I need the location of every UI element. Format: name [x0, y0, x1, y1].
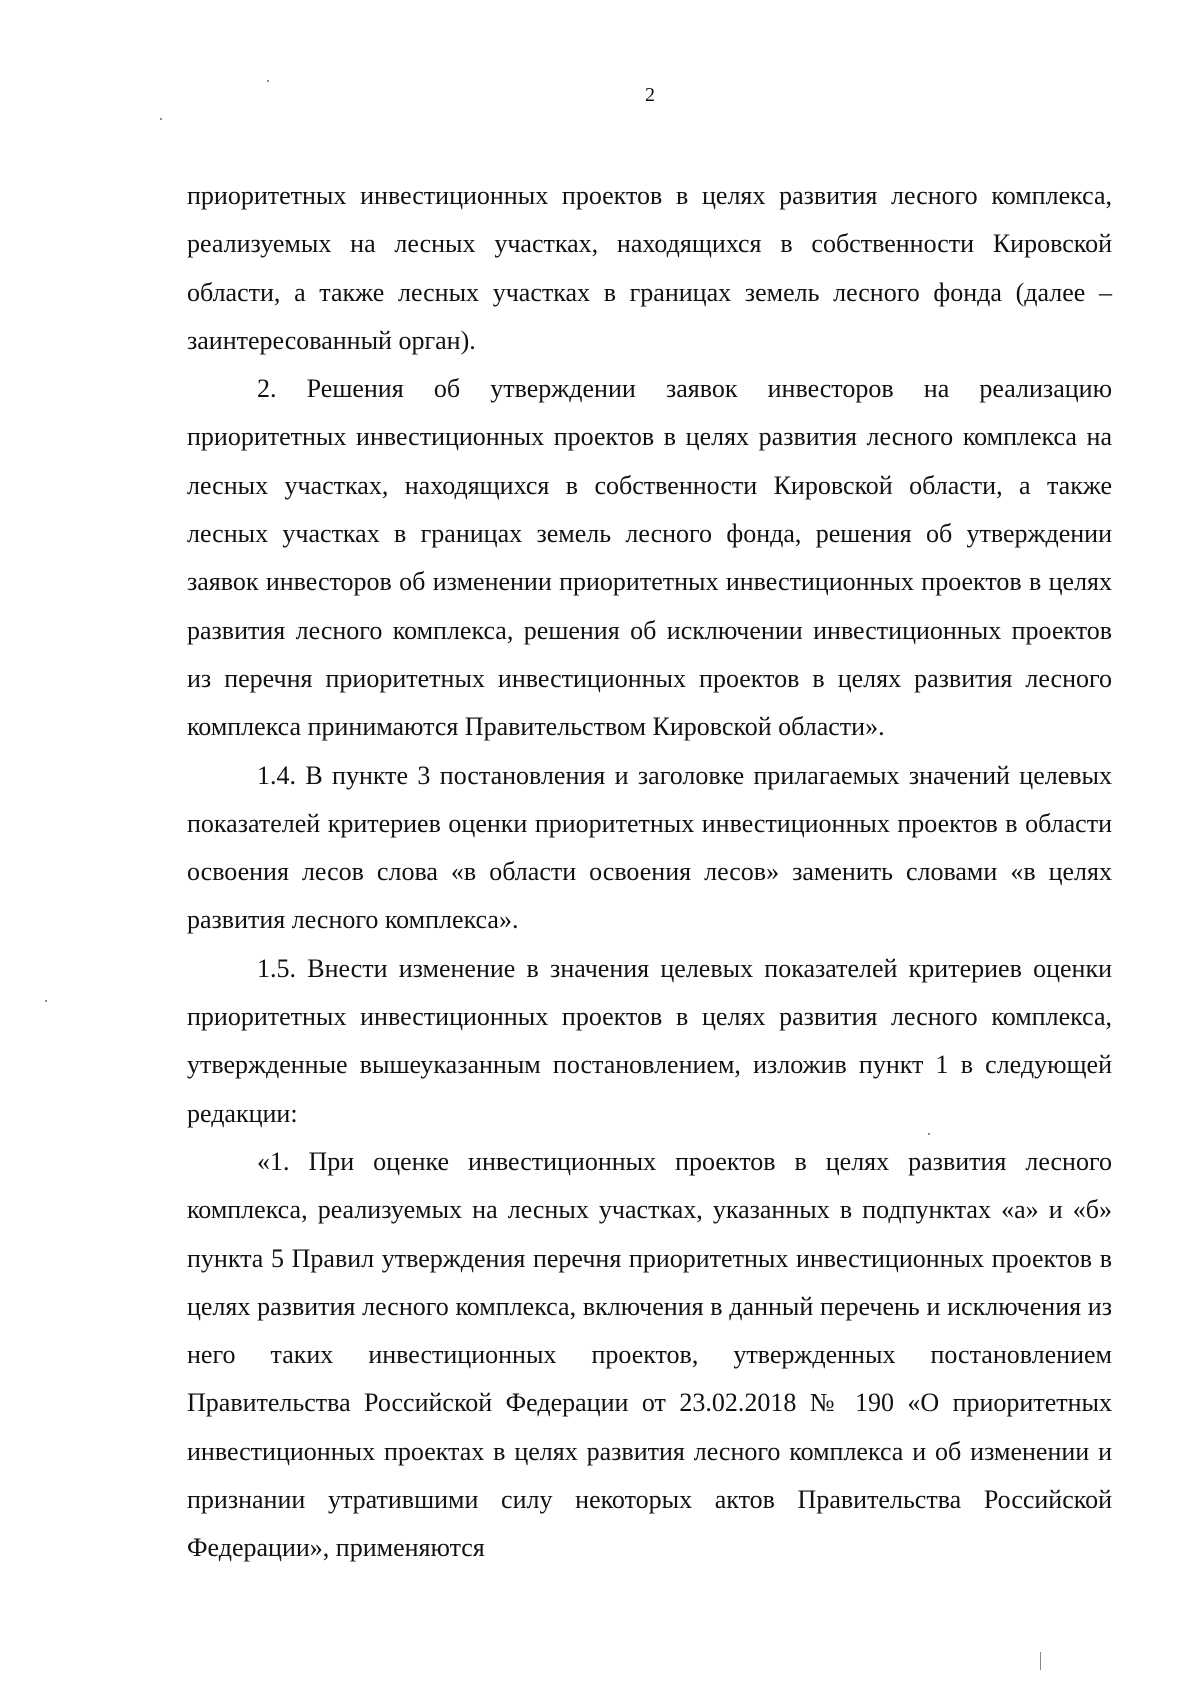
- scan-speck: [267, 80, 269, 82]
- scan-speck: [45, 1000, 47, 1002]
- scan-speck: [1040, 1652, 1041, 1670]
- document-body: [187, 172, 1112, 1573]
- scan-speck: [160, 118, 162, 120]
- paragraph-point-1-4: 1.4. В пункте 3 постановления и заголовке прилагаемых значений целевых показателей критериев оценки приоритетных инвестиционных проектов в области освоения лесов слова «в области освоения лесов» заменить словами «в целях развития лесного комплекса».: [187, 760, 1112, 935]
- page-number: 2: [645, 84, 655, 106]
- paragraph-point-1-5: 1.5. Внести изменение в значения целевых показателей критериев оценки приоритетных инвестиционных проектов в целях развития лесного комплекса, утвержденные вышеуказанным постановлением, изложив пункт 1 в следующей редакции:: [187, 953, 1112, 1128]
- scan-speck: [928, 1133, 930, 1135]
- paragraph-quoted-point-1: «1. При оценке инвестиционных проектов в целях развития лесного комплекса, реализуемых на лесных участках, указанных в подпунктах «а» и «б» пункта 5 Правил утверждения перечня приоритетных инвестиционных проектов в целях развития лесного комплекса, включения в данный перечень и исключения из него таких инвестиционных проектов, утвержденных постановлением Правительства Российской Федерации от 23.02.2018 № 190 «О приоритетных инвестиционных проектах в целях развития лесного комплекса и об изменении и признании утратившими силу некоторых актов Правительства Российской Федерации», применяются: [187, 1146, 1112, 1563]
- paragraph-continuation: приоритетных инвестиционных проектов в целях развития лесного комплекса, реализуемых на лесных участках, находящихся в собственности Кировской области, а также лесных участках в границах земель лесного фонда (далее – заинтересованный орган).: [187, 181, 1112, 355]
- paragraph-point-2: 2. Решения об утверждении заявок инвесторов на реализацию приоритетных инвестиционных проектов в целях развития лесного комплекса на лесных участках, находящихся в собственности Кировской области, а также лесных участках в границах земель лесного фонда, решения об утверждении заявок инвесторов об изменении приоритетных инвестиционных проектов в целях развития лесного комплекса, решения об исключении инвестиционных проектов из перечня приоритетных инвестиционных проектов в целях развития лесного комплекса принимаются Правительством Кировской области».: [187, 374, 1112, 742]
